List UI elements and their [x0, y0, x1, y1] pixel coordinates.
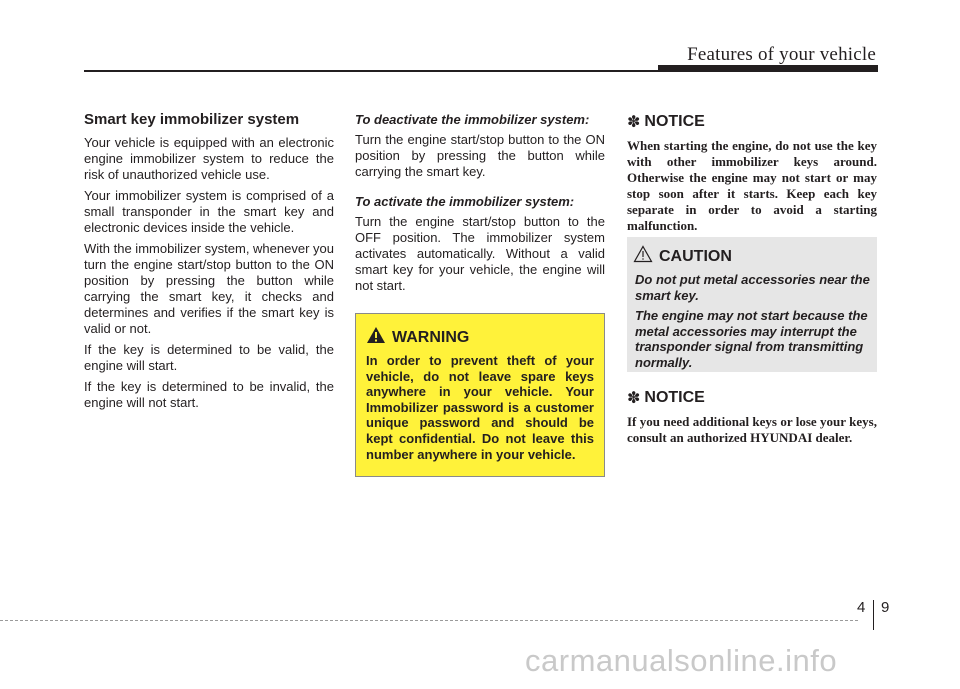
caution-triangle-icon	[633, 245, 653, 268]
notice-star-icon: ✽	[627, 390, 641, 407]
section-header-title: Features of your vehicle	[687, 44, 876, 65]
caution-paragraph: The engine may not start because the metal accessories may interrupt the transponder signal from transmitting normally.	[635, 308, 868, 370]
warning-header	[366, 326, 594, 349]
activate-heading: To activate the immobilizer system:	[355, 194, 575, 209]
notice-text: When starting the engine, do not use the key with other immobilizer keys around. Otherwise the engine may not start or may stop soon after it starts. Keep each key separate in order to avoid a starting malfunction.	[627, 138, 877, 233]
column-middle	[355, 108, 605, 299]
column-left	[84, 108, 334, 416]
caution-label: CAUTION	[659, 247, 732, 265]
chapter-number: 4	[857, 599, 866, 616]
body-paragraph: With the immobilizer system, whenever you turn the engine start/stop button to the ON position by pressing the button while carrying the smart key, it checks and determines and verifies if the smart key is valid or not.	[84, 241, 334, 336]
page-number: 9	[881, 599, 890, 616]
notice-heading	[627, 112, 877, 132]
warning-triangle-icon	[366, 326, 386, 349]
warning-text: In order to prevent theft of your vehicle, do not leave spare keys anywhere in your vehicle. Your Immobilizer password is a customer unique password and should be kept confidential. Do not leave this number anywhere in your vehicle.	[366, 353, 594, 462]
caution-box	[627, 237, 877, 372]
notice-block-2	[627, 384, 877, 446]
body-paragraph: If the key is determined to be invalid, the engine will not start.	[84, 379, 334, 410]
caution-header	[633, 245, 871, 268]
deactivate-text: Turn the engine start/stop button to the ON position by pressing the button while carrying the smart key.	[355, 132, 605, 179]
warning-label: WARNING	[392, 328, 470, 346]
deactivate-heading: To deactivate the immobilizer system:	[355, 112, 590, 127]
body-paragraph: Your vehicle is equipped with an electronic engine immobilizer system to reduce the risk of unauthorized vehicle use.	[84, 135, 334, 182]
header-rule-accent	[658, 65, 878, 72]
notice-star-icon: ✽	[627, 114, 641, 131]
watermark: carmanualsonline.info	[525, 643, 838, 678]
body-paragraph: If the key is determined to be valid, the engine will start.	[84, 342, 334, 373]
footer-divider	[0, 620, 858, 622]
notice-text: If you need additional keys or lose your keys, consult an authorized HYUNDAI dealer.	[627, 414, 877, 445]
header-rule	[84, 70, 660, 72]
section-heading: Smart key immobilizer system	[84, 111, 300, 128]
page-number-separator	[873, 600, 874, 630]
column-right	[627, 108, 877, 234]
notice-label: NOTICE	[644, 389, 705, 406]
notice-heading	[627, 388, 877, 408]
notice-label: NOTICE	[644, 113, 705, 130]
warning-box	[355, 313, 605, 477]
caution-paragraph: Do not put metal accessories near the smart key.	[635, 272, 870, 303]
body-paragraph: Your immobilizer system is comprised of a small transponder in the smart key and electronic devices inside the vehicle.	[84, 188, 334, 235]
activate-text: Turn the engine start/stop button to the OFF position. The immobilizer system activates automatically. Without a valid smart key for your vehicle, the engine will not start.	[355, 214, 605, 293]
